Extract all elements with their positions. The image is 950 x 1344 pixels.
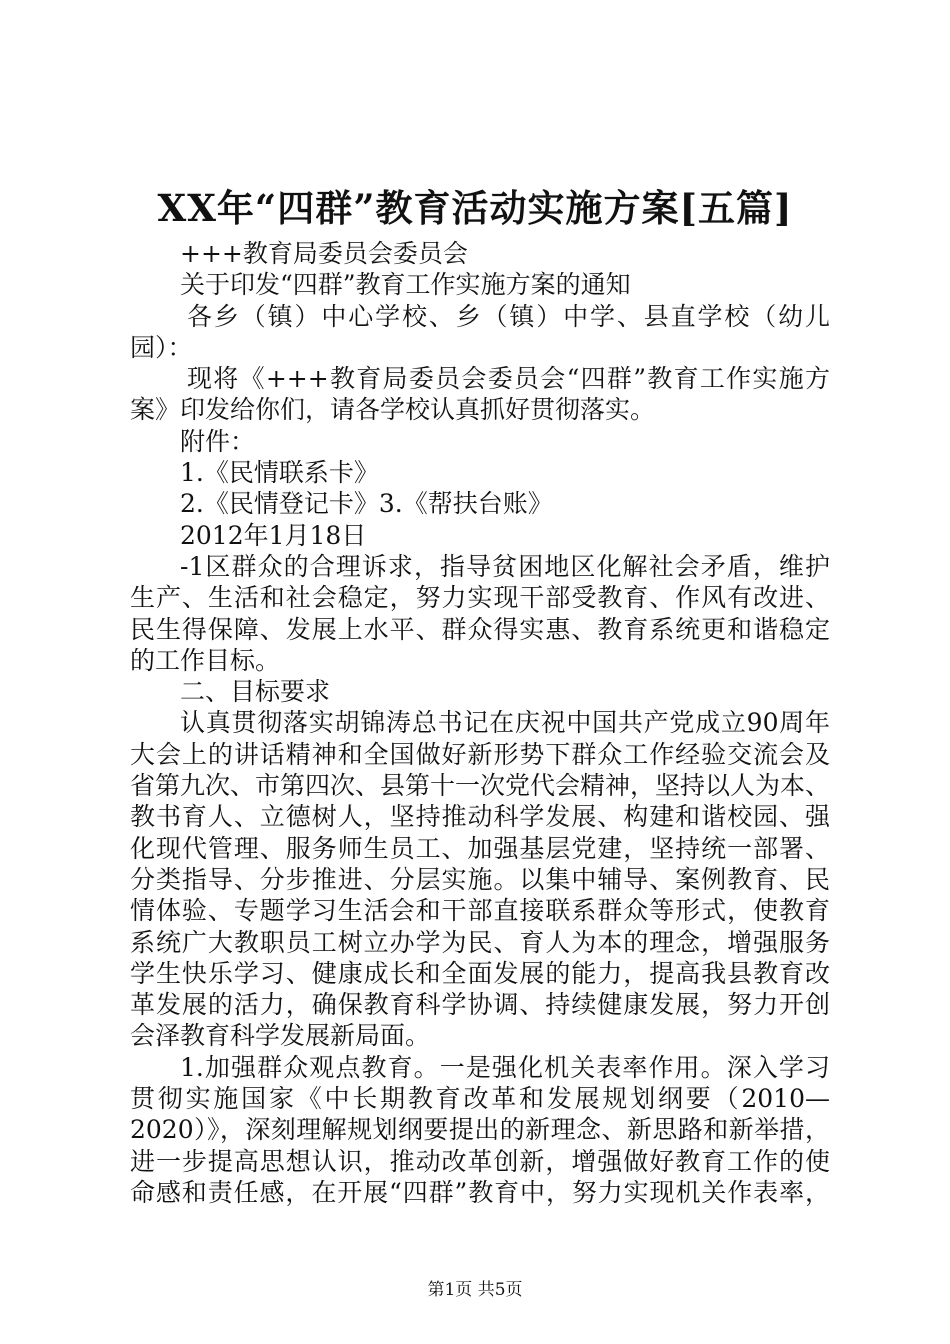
body-line: 省第九次、市第四次、县第十一次党代会精神，坚持以人为本、	[130, 771, 831, 801]
page-footer: 第1页 共5页	[427, 1280, 523, 1300]
body-line: 的工作目标。	[130, 645, 281, 675]
body-line: 革发展的活力，确保教育科学协调、持续健康发展，努力开创	[130, 990, 830, 1020]
body-line: 系统广大教职员工树立办学为民、育人为本的理念，增强服务	[130, 927, 830, 957]
body-line: 教书育人、立德树人，坚持推动科学发展、构建和谐校园、强	[130, 802, 830, 832]
body-line: 会泽教育科学发展新局面。	[130, 1021, 431, 1051]
body-line: 进一步提高思想认识，推动改革创新，增强做好教育工作的使	[130, 1146, 830, 1176]
body-line: 认真贯彻落实胡锦涛总书记在庆祝中国共产党成立90周年	[180, 708, 830, 738]
body-line: 生产、生活和社会稳定，努力实现干部受教育、作风有改进、	[130, 583, 830, 613]
body-line: 1.加强群众观点教育。一是强化机关表率作用。深入学习	[180, 1052, 830, 1082]
body-line: 化现代管理、服务师生员工、加强基层党建，坚持统一部署、	[130, 833, 830, 863]
body-line: 附件：	[180, 426, 256, 456]
body-line: 2.《民情登记卡》3.《帮扶台账》	[180, 489, 553, 519]
body-line: 1.《民情联系卡》	[180, 458, 379, 488]
body-line: 现将《+++教育局委员会委员会“四群”教育工作实施方	[187, 364, 830, 394]
document-title: XX年“四群”教育活动实施方案[五篇]	[157, 186, 793, 230]
body-line: 民生得保障、发展上水平、群众得实惠、教育系统更和谐稳定	[130, 614, 830, 644]
body-line: 2012年1月18日	[180, 520, 367, 550]
body-line: 命感和责任感，在开展“四群”教育中，努力实现机关作表率，	[130, 1177, 830, 1207]
body-line: 园）：	[130, 332, 193, 362]
body-line: 分类指导、分步推进、分层实施。以集中辅导、案例教育、民	[130, 864, 830, 894]
body-line: 二、目标要求	[180, 677, 331, 707]
body-line: 大会上的讲话精神和全国做好新形势下群众工作经验交流会及	[130, 739, 830, 769]
body-line: 学生快乐学习、健康成长和全面发展的能力，提高我县教育改	[130, 958, 830, 988]
body-line: 贯彻实施国家《中长期教育改革和发展规划纲要（2010—	[130, 1084, 830, 1114]
body-line: 各乡（镇）中心学校、乡（镇）中学、县直学校（幼儿	[187, 301, 830, 331]
body-line: 关于印发“四群”教育工作实施方案的通知	[180, 270, 631, 300]
document-body	[130, 238, 830, 1208]
body-line: 案》印发给你们，请各学校认真抓好贯彻落实。	[130, 395, 656, 425]
body-line: 情体验、专题学习生活会和干部直接联系群众等形式，使教育	[130, 896, 830, 926]
body-line: 2020）》，深刻理解规划纲要提出的新理念、新思路和新举措，	[130, 1115, 830, 1145]
body-line: +++教育局委员会委员会	[180, 239, 468, 268]
body-line: -1区群众的合理诉求，指导贫困地区化解社会矛盾，维护	[180, 551, 830, 581]
